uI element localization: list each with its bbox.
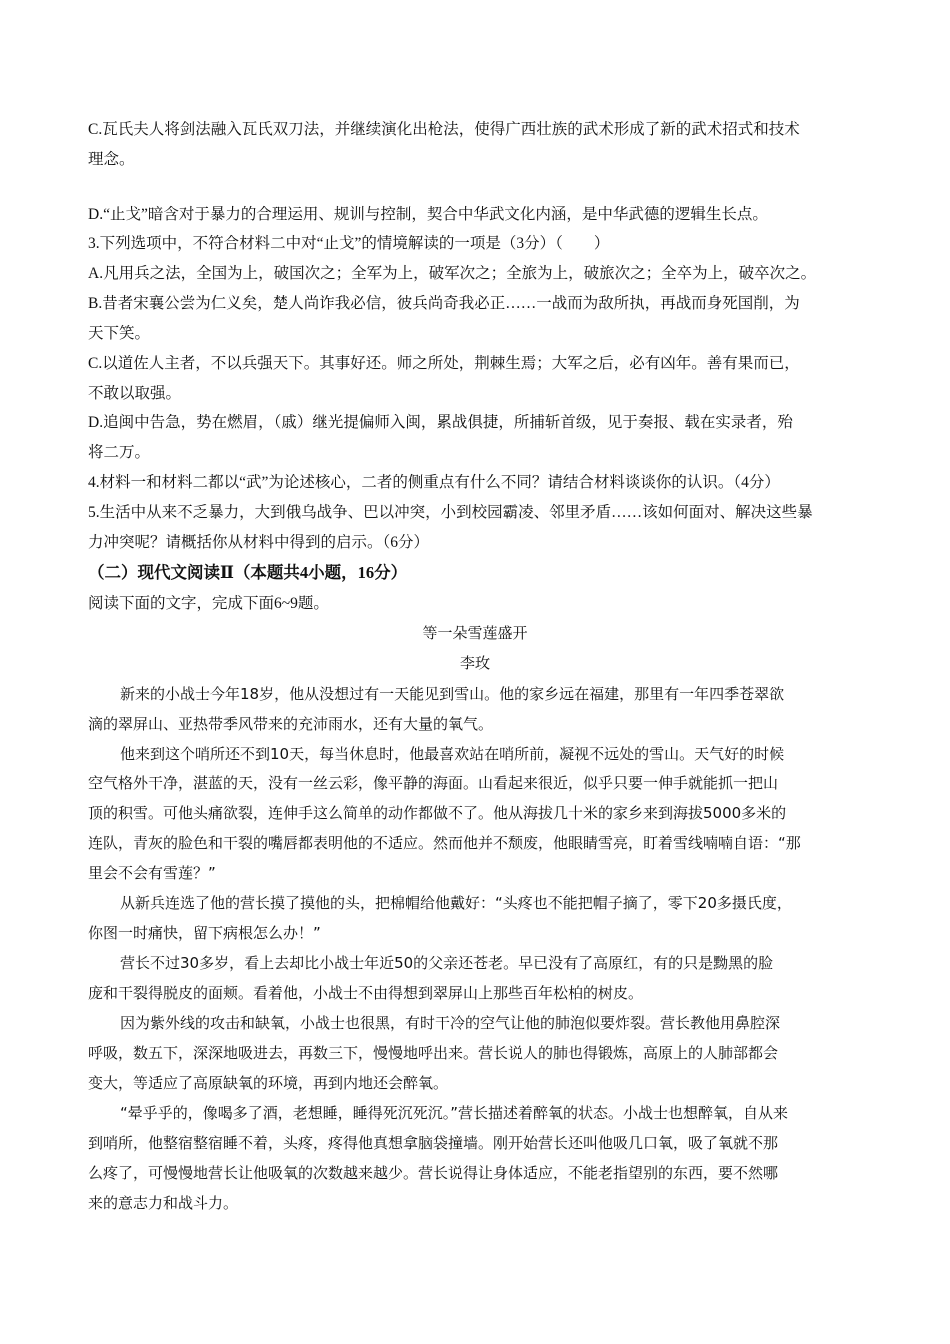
story-line: 滴的翠屏山、亚热带季风带来的充沛雨水，还有大量的氧气。	[88, 715, 494, 733]
story-line: 空气格外干净，湛蓝的天，没有一丝云彩，像平静的海面。山看起来很近，似乎只要一伸手就能抓一把山	[88, 774, 779, 792]
section-heading: （二）现代文阅读Ⅱ（本题共4小题，16分）	[88, 563, 408, 582]
story-title: 等一朵雪莲盛开	[422, 624, 528, 642]
story-line: 来的意志力和战斗力。	[88, 1194, 239, 1212]
q3-stem: 3.下列选项中，不符合材料二中对“止戈”的情境解读的一项是（3分）（ ）	[88, 235, 610, 252]
story-line: “晕乎乎的，像喝多了酒，老想睡，睡得死沉死沉。”营长描述着醉氧的状态。小战士也想醉氧，自从来	[120, 1104, 789, 1122]
story-author: 李玫	[459, 654, 490, 672]
story-line: 里会不会有雪莲？”	[88, 864, 216, 882]
q3-option-c-line1: C.以道佐人主者，不以兵强天下。其事好还。师之所处，荆棘生焉；大军之后，必有凶年。善有果而已，	[88, 355, 800, 372]
q2-option-d: D.“止戈”暗含对于暴力的合理运用、规训与控制，契合中华武文化内涵，是中华武德的逻辑生长点。	[88, 206, 768, 223]
story-line: 庞和干裂得脱皮的面颊。看着他，小战士不由得想到翠屏山上那些百年松柏的树皮。	[88, 984, 644, 1002]
q3-option-a: A.凡用兵之法，全国为上，破国次之；全军为上，破军次之；全旅为上，破旅次之；全卒为上，破卒次之。	[88, 265, 817, 282]
q2-option-c-line1: C.瓦氏夫人将剑法融入瓦氏双刀法，并继续演化出枪法，使得广西壮族的武术形成了新的武术招式和技术	[88, 121, 800, 138]
q3-option-d-line1: D.追闽中告急，势在燃眉，（戚）继光提偏师入闽，累战俱捷，所捕斩首级，见于奏报、载在实录者，殆	[88, 414, 793, 431]
story-line: 变大，等适应了高原缺氧的环境，再到内地还会醉氧。	[88, 1074, 449, 1092]
story-line: 呼吸，数五下，深深地吸进去，再数三下，慢慢地呼出来。营长说人的肺也得锻炼，高原上的人肺部都会	[88, 1044, 779, 1062]
story-line: 连队，青灰的脸色和干裂的嘴唇都表明他的不适应。然而他并不颓废，他眼睛雪亮，盯着雪线喃喃自语：“那	[88, 834, 801, 852]
q3-option-c-line2: 不敢以取强。	[88, 385, 182, 402]
q2-option-c-line2: 理念。	[88, 151, 135, 168]
story-line: 顶的积雪。可他头痛欲裂，连伸手这么简单的动作都做不了。他从海拔几十米的家乡来到海拔5000多米的	[88, 804, 787, 822]
q4-question: 4.材料一和材料二都以“武”为论述核心，二者的侧重点有什么不同？请结合材料谈谈你的认识。（4分）	[88, 474, 780, 491]
story-line: 你图一时痛快，留下病根怎么办！”	[88, 924, 321, 942]
q5-question-line2: 力冲突呢？请概括你从材料中得到的启示。（6分）	[88, 534, 430, 551]
story-line: 么疼了，可慢慢地营长让他吸氧的次数越来越少。营长说得让身体适应，不能老指望别的东西，要不然哪	[88, 1164, 779, 1182]
q3-option-b-line1: B.昔者宋襄公尝为仁义矣，楚人尚诈我必信，彼兵尚奇我必正……一战而为敌所执，再战而身死国削，为	[88, 295, 800, 312]
q3-option-b-line2: 天下笑。	[88, 325, 151, 342]
section-instruction: 阅读下面的文字，完成下面6~9题。	[88, 595, 329, 612]
story-line: 他来到这个哨所还不到10天，每当休息时，他最喜欢站在哨所前，凝视不远处的雪山。天气好的时候	[120, 745, 785, 763]
story-line: 到哨所，他整宿整宿睡不着，头疼，疼得他真想拿脑袋撞墙。刚开始营长还叫他吸几口氧，吸了氧就不那	[88, 1134, 779, 1152]
story-line: 因为紫外线的攻击和缺氧，小战士也很黑，有时干冷的空气让他的肺泡似要炸裂。营长教他用鼻腔深	[120, 1014, 781, 1032]
q3-option-d-line2: 将二万。	[88, 444, 151, 461]
q5-question-line1: 5.生活中从来不乏暴力，大到俄乌战争、巴以冲突，小到校园霸凌、邻里矛盾……该如何面对、解决这些暴	[88, 504, 813, 521]
story-line: 从新兵连选了他的营长摸了摸他的头，把棉帽给他戴好：“头疼也不能把帽子摘了，零下20多摄氏度，	[120, 894, 792, 912]
story-line: 新来的小战士今年18岁，他从没想过有一天能见到雪山。他的家乡远在福建，那里有一年四季苍翠欲	[120, 685, 785, 703]
story-line: 营长不过30多岁，看上去却比小战士年近50的父亲还苍老。早已没有了高原红，有的只是黝黑的脸	[120, 954, 774, 972]
